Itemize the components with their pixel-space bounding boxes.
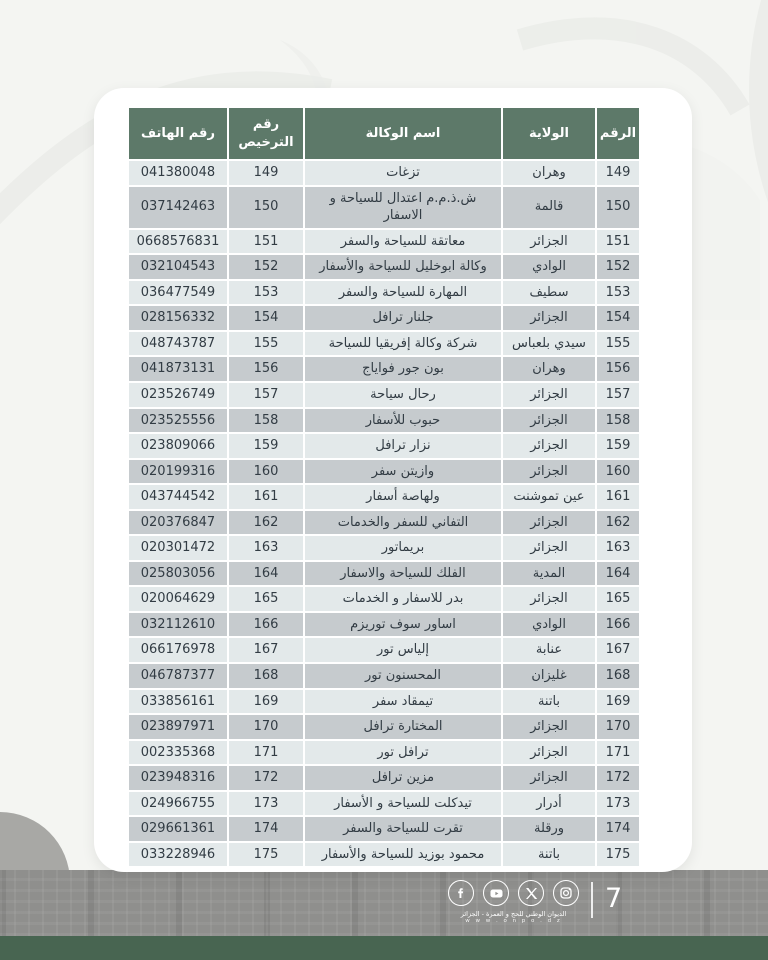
table-row [128, 765, 640, 791]
cell-wilaya: وهران [502, 160, 596, 186]
table-row [128, 740, 640, 766]
cell-wilaya: أدرار [502, 791, 596, 817]
cell-phone: 020064629 [128, 586, 228, 612]
cell-license: 174 [228, 816, 304, 842]
cell-agency: حبوب للأسفار [304, 408, 502, 434]
table-row [128, 842, 640, 868]
cell-license: 155 [228, 331, 304, 357]
cell-wilaya: الجزائر [502, 765, 596, 791]
instagram-icon[interactable] [553, 880, 579, 906]
cell-num: 158 [596, 408, 640, 434]
cell-license: 163 [228, 535, 304, 561]
agency-table [127, 106, 641, 868]
cell-wilaya: المدية [502, 561, 596, 587]
cell-phone: 066176978 [128, 637, 228, 663]
cell-num: 165 [596, 586, 640, 612]
footer-bar [448, 880, 622, 925]
cell-num: 169 [596, 689, 640, 715]
cell-wilaya: عين تموشنت [502, 484, 596, 510]
cell-num: 162 [596, 510, 640, 536]
cell-wilaya: سيدي بلعباس [502, 331, 596, 357]
cell-wilaya: الجزائر [502, 305, 596, 331]
table-row [128, 510, 640, 536]
cell-num: 171 [596, 740, 640, 766]
cell-num: 168 [596, 663, 640, 689]
header-phone: رقم الهاتف [128, 107, 228, 160]
cell-agency: إلياس تور [304, 637, 502, 663]
cell-num: 152 [596, 254, 640, 280]
x-twitter-icon[interactable] [518, 880, 544, 906]
cell-agency: اساور سوف توريزم [304, 612, 502, 638]
table-row [128, 484, 640, 510]
table-row [128, 433, 640, 459]
table-row [128, 791, 640, 817]
cell-agency: المهارة للسياحة والسفر [304, 280, 502, 306]
cell-agency: الفلك للسياحة والاسفار [304, 561, 502, 587]
cell-agency: تزغات [304, 160, 502, 186]
cell-license: 168 [228, 663, 304, 689]
cell-wilaya: عنابة [502, 637, 596, 663]
cell-wilaya: غليزان [502, 663, 596, 689]
cell-num: 164 [596, 561, 640, 587]
cell-phone: 033856161 [128, 689, 228, 715]
cell-num: 175 [596, 842, 640, 868]
org-url: w w w . o n p o . d z [465, 918, 562, 925]
content-card [94, 88, 692, 872]
cell-num: 170 [596, 714, 640, 740]
footer-gray-band [0, 870, 768, 936]
table-row [128, 535, 640, 561]
cell-phone: 043744542 [128, 484, 228, 510]
agency-table-container [94, 88, 692, 868]
header-num: الرقم [596, 107, 640, 160]
cell-wilaya: سطيف [502, 280, 596, 306]
cell-phone: 029661361 [128, 816, 228, 842]
cell-agency: وازيتن سفر [304, 459, 502, 485]
table-header-row [128, 107, 640, 160]
cell-license: 166 [228, 612, 304, 638]
cell-agency: رحال سياحة [304, 382, 502, 408]
cell-agency: ولهاصة أسفار [304, 484, 502, 510]
cell-phone: 033228946 [128, 842, 228, 868]
table-row [128, 254, 640, 280]
cell-num: 154 [596, 305, 640, 331]
cell-agency: جلنار ترافل [304, 305, 502, 331]
cell-license: 158 [228, 408, 304, 434]
cell-agency: المختارة ترافل [304, 714, 502, 740]
cell-wilaya: قالمة [502, 186, 596, 229]
table-row [128, 229, 640, 255]
cell-agency: بدر للاسفار و الخدمات [304, 586, 502, 612]
cell-phone: 028156332 [128, 305, 228, 331]
cell-num: 160 [596, 459, 640, 485]
cell-license: 170 [228, 714, 304, 740]
cell-num: 157 [596, 382, 640, 408]
cell-phone: 041873131 [128, 356, 228, 382]
cell-num: 163 [596, 535, 640, 561]
cell-num: 167 [596, 637, 640, 663]
table-row [128, 816, 640, 842]
cell-num: 150 [596, 186, 640, 229]
cell-phone: 048743787 [128, 331, 228, 357]
cell-wilaya: الجزائر [502, 382, 596, 408]
cell-wilaya: باتنة [502, 689, 596, 715]
cell-phone: 032112610 [128, 612, 228, 638]
cell-phone: 002335368 [128, 740, 228, 766]
header-wilaya: الولاية [502, 107, 596, 160]
cell-agency: وكالة ابوخليل للسياحة والأسفار [304, 254, 502, 280]
table-row [128, 714, 640, 740]
cell-phone: 025803056 [128, 561, 228, 587]
cell-num: 155 [596, 331, 640, 357]
cell-wilaya: ورقلة [502, 816, 596, 842]
cell-license: 149 [228, 160, 304, 186]
social-block [448, 880, 579, 925]
cell-phone: 032104543 [128, 254, 228, 280]
cell-wilaya: وهران [502, 356, 596, 382]
cell-wilaya: الجزائر [502, 714, 596, 740]
cell-license: 171 [228, 740, 304, 766]
cell-agency: تيدكلت للسياحة و الأسفار [304, 791, 502, 817]
cell-phone: 020376847 [128, 510, 228, 536]
cell-wilaya: باتنة [502, 842, 596, 868]
cell-license: 161 [228, 484, 304, 510]
youtube-icon[interactable] [483, 880, 509, 906]
facebook-icon[interactable] [448, 880, 474, 906]
table-row [128, 331, 640, 357]
table-row [128, 561, 640, 587]
cell-agency: تقرت للسياحة والسفر [304, 816, 502, 842]
cell-license: 153 [228, 280, 304, 306]
cell-phone: 046787377 [128, 663, 228, 689]
table-row [128, 586, 640, 612]
table-row [128, 408, 640, 434]
cell-license: 167 [228, 637, 304, 663]
cell-license: 152 [228, 254, 304, 280]
table-row [128, 356, 640, 382]
cell-license: 164 [228, 561, 304, 587]
cell-wilaya: الجزائر [502, 229, 596, 255]
cell-license: 154 [228, 305, 304, 331]
cell-wilaya: الوادي [502, 612, 596, 638]
cell-license: 157 [228, 382, 304, 408]
table-row [128, 382, 640, 408]
table-row [128, 637, 640, 663]
cell-license: 173 [228, 791, 304, 817]
cell-num: 161 [596, 484, 640, 510]
cell-phone: 020301472 [128, 535, 228, 561]
table-row [128, 305, 640, 331]
cell-phone: 0668576831 [128, 229, 228, 255]
cell-wilaya: الجزائر [502, 459, 596, 485]
cell-num: 149 [596, 160, 640, 186]
footer-green-band [0, 936, 768, 960]
org-name: الديوان الوطني للحج و العمرة - الجزائر [460, 910, 567, 918]
cell-phone: 023526749 [128, 382, 228, 408]
cell-phone: 020199316 [128, 459, 228, 485]
cell-wilaya: الجزائر [502, 510, 596, 536]
cell-phone: 023525556 [128, 408, 228, 434]
cell-agency: التفاني للسفر والخدمات [304, 510, 502, 536]
cell-license: 159 [228, 433, 304, 459]
cell-wilaya: الجزائر [502, 586, 596, 612]
table-row [128, 689, 640, 715]
cell-agency: بريماتور [304, 535, 502, 561]
cell-license: 156 [228, 356, 304, 382]
page-number-divider [591, 882, 593, 918]
header-agency: اسم الوكالة [304, 107, 502, 160]
social-icons [448, 880, 579, 906]
cell-agency: بون جور فواياج [304, 356, 502, 382]
cell-license: 150 [228, 186, 304, 229]
cell-license: 165 [228, 586, 304, 612]
cell-num: 166 [596, 612, 640, 638]
cell-num: 159 [596, 433, 640, 459]
cell-phone: 023948316 [128, 765, 228, 791]
cell-agency: تيمقاد سفر [304, 689, 502, 715]
cell-phone: 037142463 [128, 186, 228, 229]
cell-license: 160 [228, 459, 304, 485]
cell-agency: ش.ذ.م.م اعتدال للسياحة و الاسفار [304, 186, 502, 229]
cell-wilaya: الوادي [502, 254, 596, 280]
cell-num: 156 [596, 356, 640, 382]
cell-agency: المحسنون تور [304, 663, 502, 689]
cell-wilaya: الجزائر [502, 433, 596, 459]
header-license: رقم الترخيص [228, 107, 304, 160]
table-row [128, 280, 640, 306]
cell-num: 151 [596, 229, 640, 255]
table-row [128, 459, 640, 485]
cell-wilaya: الجزائر [502, 740, 596, 766]
cell-agency: نزار ترافل [304, 433, 502, 459]
cell-agency: مزين ترافل [304, 765, 502, 791]
cell-phone: 023897971 [128, 714, 228, 740]
cell-wilaya: الجزائر [502, 408, 596, 434]
cell-num: 174 [596, 816, 640, 842]
cell-agency: محمود بوزيد للسياحة والأسفار [304, 842, 502, 868]
cell-wilaya: الجزائر [502, 535, 596, 561]
org-text [461, 910, 567, 925]
cell-phone: 036477549 [128, 280, 228, 306]
cell-license: 151 [228, 229, 304, 255]
table-row [128, 663, 640, 689]
page-number: 7 [605, 883, 623, 914]
cell-phone: 023809066 [128, 433, 228, 459]
cell-num: 172 [596, 765, 640, 791]
cell-phone: 041380048 [128, 160, 228, 186]
cell-agency: شركة وكالة إفريقيا للسياحة [304, 331, 502, 357]
table-row [128, 160, 640, 186]
cell-agency: معاتقة للسياحة والسفر [304, 229, 502, 255]
cell-license: 175 [228, 842, 304, 868]
table-row [128, 186, 640, 229]
cell-license: 162 [228, 510, 304, 536]
cell-agency: ترافل تور [304, 740, 502, 766]
table-row [128, 612, 640, 638]
cell-num: 173 [596, 791, 640, 817]
agency-table-body [128, 160, 640, 867]
cell-phone: 024966755 [128, 791, 228, 817]
cell-num: 153 [596, 280, 640, 306]
cell-license: 169 [228, 689, 304, 715]
cell-license: 172 [228, 765, 304, 791]
